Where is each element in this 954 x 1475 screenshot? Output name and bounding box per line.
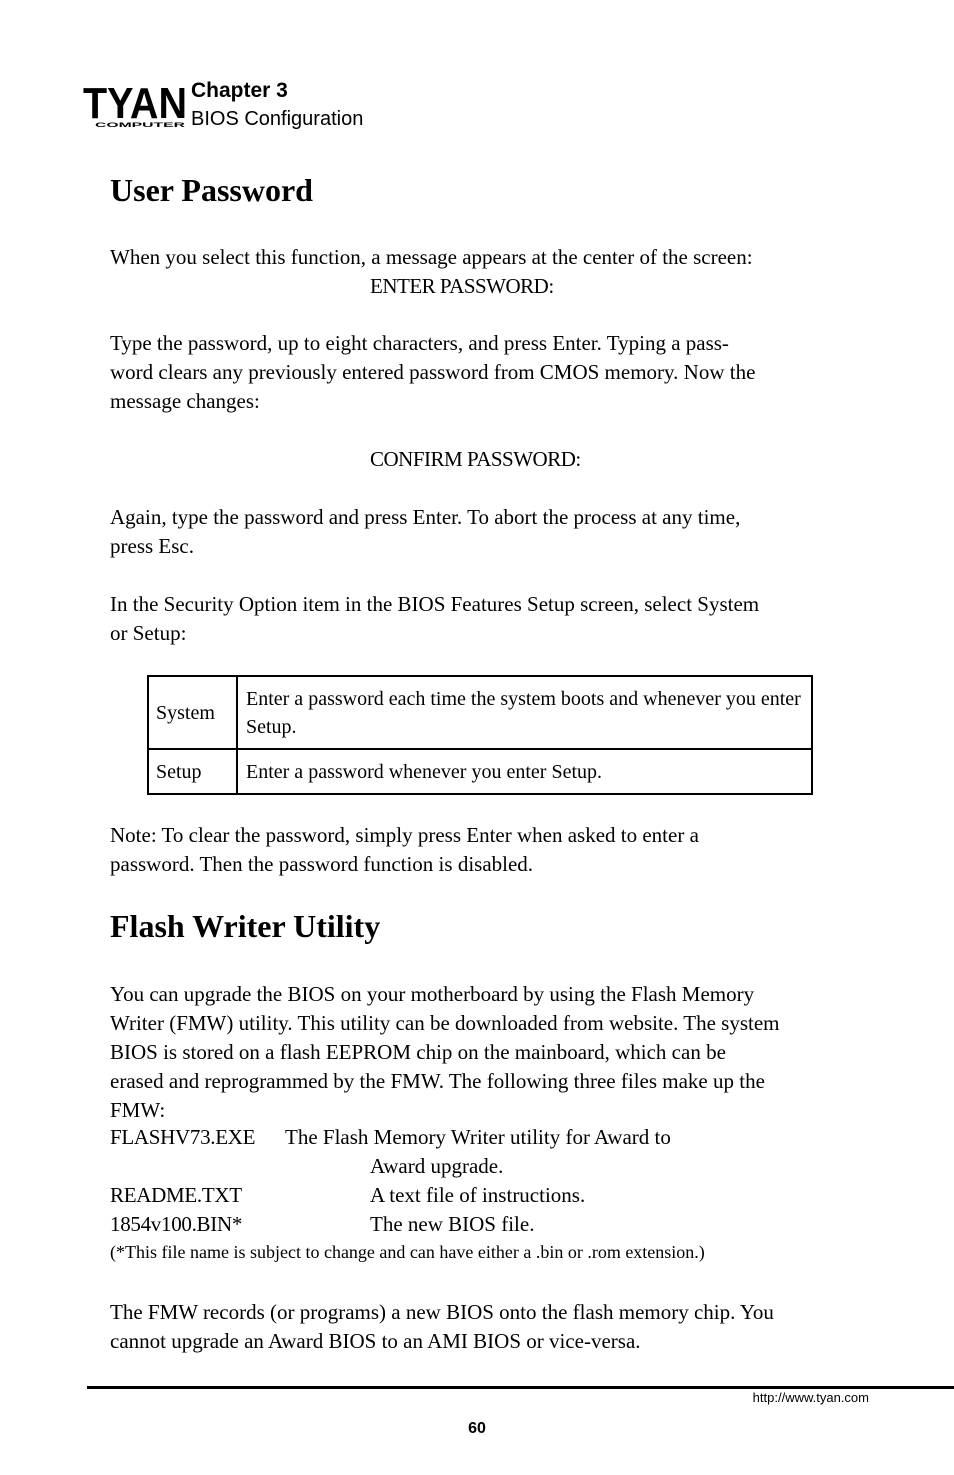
table-key: System (148, 676, 237, 749)
outro-line-2: cannot upgrade an Award BIOS to an AMI BIOS or vice-versa. (110, 1329, 641, 1353)
note-line-2: password. Then the password function is disabled. (110, 852, 534, 876)
chapter-label: Chapter 3 (191, 79, 288, 102)
confirm-password-prompt: CONFIRM PASSWORD: (370, 447, 581, 471)
flash-line-1: You can upgrade the BIOS on your motherboard by using the Flash Memory (110, 982, 755, 1006)
file-name-note: (*This file name is subject to change and can have either a .bin or .rom extension.) (110, 1242, 705, 1262)
flash-line-4: erased and reprogrammed by the FMW. The following three files make up the (110, 1069, 765, 1093)
type-password-line-3: message changes: (110, 389, 260, 413)
security-option-table (147, 675, 813, 795)
file-desc: The new BIOS file. (370, 1212, 535, 1236)
table-row (148, 749, 812, 794)
type-password-line-2: word clears any previously entered password from CMOS memory. Now the (110, 360, 756, 384)
table-value: Enter a password each time the system boots and whenever you enter Setup. (237, 676, 812, 749)
file-name: FLASHV73.EXE (110, 1125, 256, 1149)
intro-text: When you select this function, a message appears at the center of the screen: (110, 245, 753, 269)
page-number: 60 (468, 1420, 486, 1437)
logo-tagline: COMPUTER (95, 123, 187, 128)
enter-password-prompt: ENTER PASSWORD: (370, 274, 554, 298)
security-line-2: or Setup: (110, 621, 187, 645)
security-line-1: In the Security Option item in the BIOS Features Setup screen, select System (110, 592, 760, 616)
footer-url: http://www.tyan.com (752, 1390, 869, 1405)
section-label: BIOS Configuration (191, 108, 364, 130)
table-value: Enter a password whenever you enter Setup. (237, 749, 812, 794)
file-desc: The Flash Memory Writer utility for Award to (285, 1125, 671, 1149)
outro-line-1: The FMW records (or programs) a new BIOS onto the flash memory chip. You (110, 1300, 774, 1324)
file-name: README.TXT (110, 1183, 242, 1207)
file-desc-cont: Award upgrade. (370, 1154, 504, 1178)
user-password-heading: User Password (110, 172, 313, 208)
flash-line-3: BIOS is stored on a flash EEPROM chip on the mainboard, which can be (110, 1040, 726, 1064)
flash-writer-heading: Flash Writer Utility (110, 908, 381, 944)
logo-brand: TYAN (83, 80, 187, 128)
flash-line-2: Writer (FMW) utility. This utility can be downloaded from website. The system (110, 1011, 780, 1035)
note-line-1: Note: To clear the password, simply press Enter when asked to enter a (110, 823, 699, 847)
again-line-1: Again, type the password and press Enter. To abort the process at any time, (110, 505, 741, 529)
tyan-logo (83, 80, 187, 128)
table-key: Setup (148, 749, 237, 794)
table-row (148, 676, 812, 749)
again-line-2: press Esc. (110, 534, 194, 558)
footer-divider (87, 1386, 954, 1389)
flash-line-5: FMW: (110, 1098, 166, 1122)
type-password-line-1: Type the password, up to eight characters, and press Enter. Typing a pass- (110, 331, 729, 355)
file-desc: A text file of instructions. (370, 1183, 586, 1207)
file-name: 1854v100.BIN* (110, 1212, 243, 1236)
